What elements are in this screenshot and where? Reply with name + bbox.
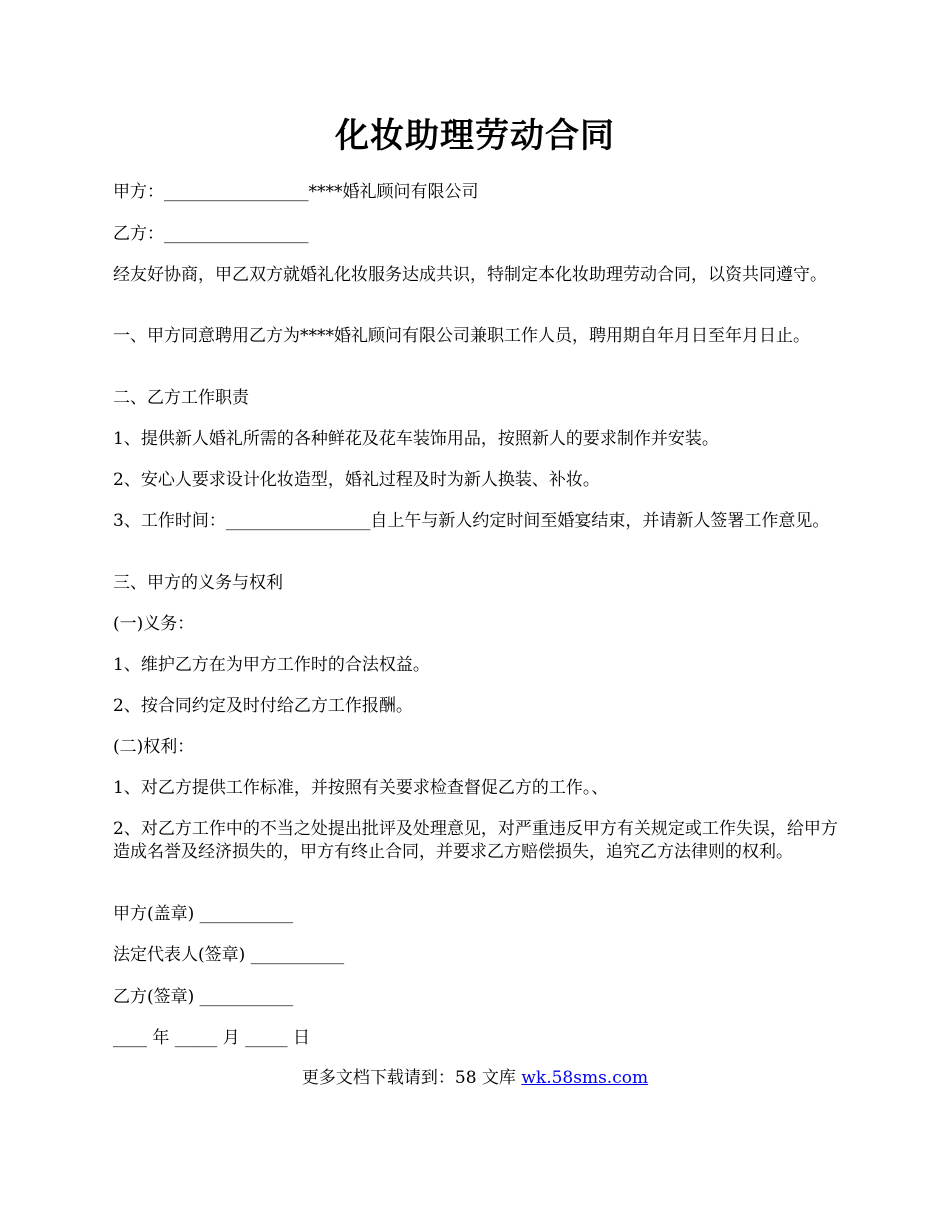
legal-rep-signature-line: 法定代表人(签章) ___________ xyxy=(113,945,345,965)
obligation-item-1: 1、维护乙方在为甲方工作时的合法权益。 xyxy=(113,655,430,675)
obligations-heading: (一)义务： xyxy=(113,614,195,634)
footer-text: 更多文档下载请到：58 文库 xyxy=(301,1068,522,1088)
party-a-line: 甲方：_________________****婚礼顾问有限公司 xyxy=(113,182,479,202)
party-b-signature-line: 乙方(签章) ___________ xyxy=(113,987,294,1007)
section-3-heading: 三、甲方的义务与权利 xyxy=(113,573,283,593)
right-item-1: 1、对乙方提供工作标准，并按照有关要求检查督促乙方的工作。、 xyxy=(113,778,609,798)
date-line: ____ 年 _____ 月 _____ 日 xyxy=(113,1028,311,1048)
party-b-line: 乙方：_________________ xyxy=(113,224,309,244)
clause-1-paragraph: 一、甲方同意聘用乙方为****婚礼顾问有限公司兼职工作人员，聘用期自年月日至年月日止。 xyxy=(113,326,810,346)
footer-link[interactable]: wk.58sms.com xyxy=(521,1068,649,1088)
duty-item-3: 3、工作时间：_________________自上午与新人约定时间至婚宴结束，并请新人签署工作意见。 xyxy=(113,511,830,531)
duty-item-2: 2、安心人要求设计化妆造型，婚礼过程及时为新人换装、补妆。 xyxy=(113,470,600,490)
rights-heading: (二)权利： xyxy=(113,737,195,757)
party-a-seal-line: 甲方(盖章) ___________ xyxy=(113,904,294,924)
obligation-item-2: 2、按合同约定及时付给乙方工作报酬。 xyxy=(113,696,413,716)
duty-item-1: 1、提供新人婚礼所需的各种鲜花及花车装饰用品，按照新人的要求制作并安装。 xyxy=(113,429,719,449)
right-item-2: 2、对乙方工作中的不当之处提出批评及处理意见，对严重违反甲方有关规定或工作失误，给甲方造成名誉及经济损失的，甲方有终止合同，并要求乙方赔偿损失，追究乙方法律则的权利。 xyxy=(113,819,838,862)
section-2-heading: 二、乙方工作职责 xyxy=(113,388,249,408)
preamble-paragraph: 经友好协商，甲乙双方就婚礼化妆服务达成共识，特制定本化妆助理劳动合同，以资共同遵守。 xyxy=(113,265,827,285)
document-title: 化妆助理劳动合同 xyxy=(335,116,615,156)
footer-note xyxy=(0,1066,950,1090)
